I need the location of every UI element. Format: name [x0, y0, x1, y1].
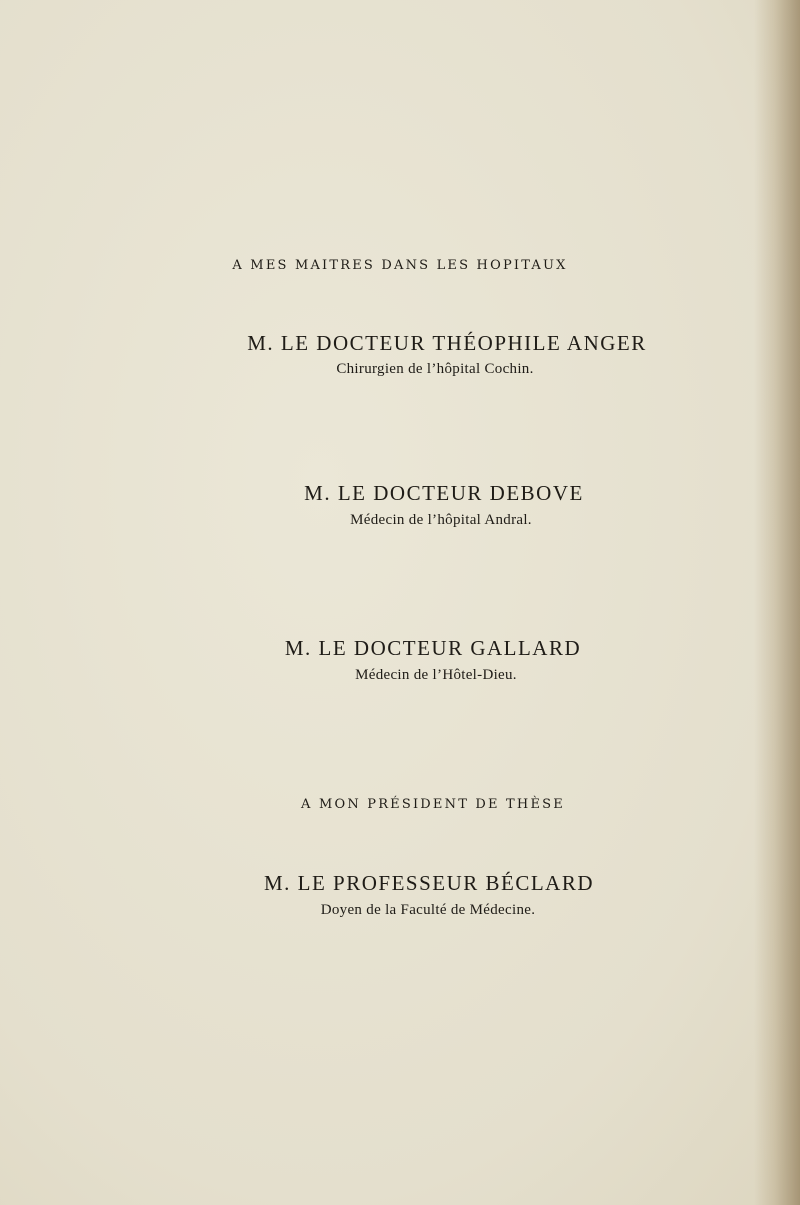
president-title: Doyen de la Faculté de Médecine.	[320, 902, 536, 918]
dedicatee-name: M. LE DOCTEUR THÉOPHILE ANGER	[247, 331, 647, 355]
page-edge-shadow	[754, 0, 800, 1205]
president-heading: A MON PRÉSIDENT DE THÈSE	[301, 797, 565, 812]
dedicatee-title: Chirurgien de l’hôpital Cochin.	[336, 361, 534, 377]
dedicatee-title: Médecin de l’hôpital Andral.	[350, 512, 532, 528]
dedicatee-title: Médecin de l’Hôtel-Dieu.	[355, 667, 517, 683]
dedication-heading: A MES MAITRES DANS LES HOPITAUX	[232, 258, 568, 273]
dedicatee-name: M. LE DOCTEUR DEBOVE	[304, 481, 584, 505]
president-name: M. LE PROFESSEUR BÉCLARD	[263, 871, 595, 895]
dedicatee-name: M. LE DOCTEUR GALLARD	[284, 636, 582, 660]
